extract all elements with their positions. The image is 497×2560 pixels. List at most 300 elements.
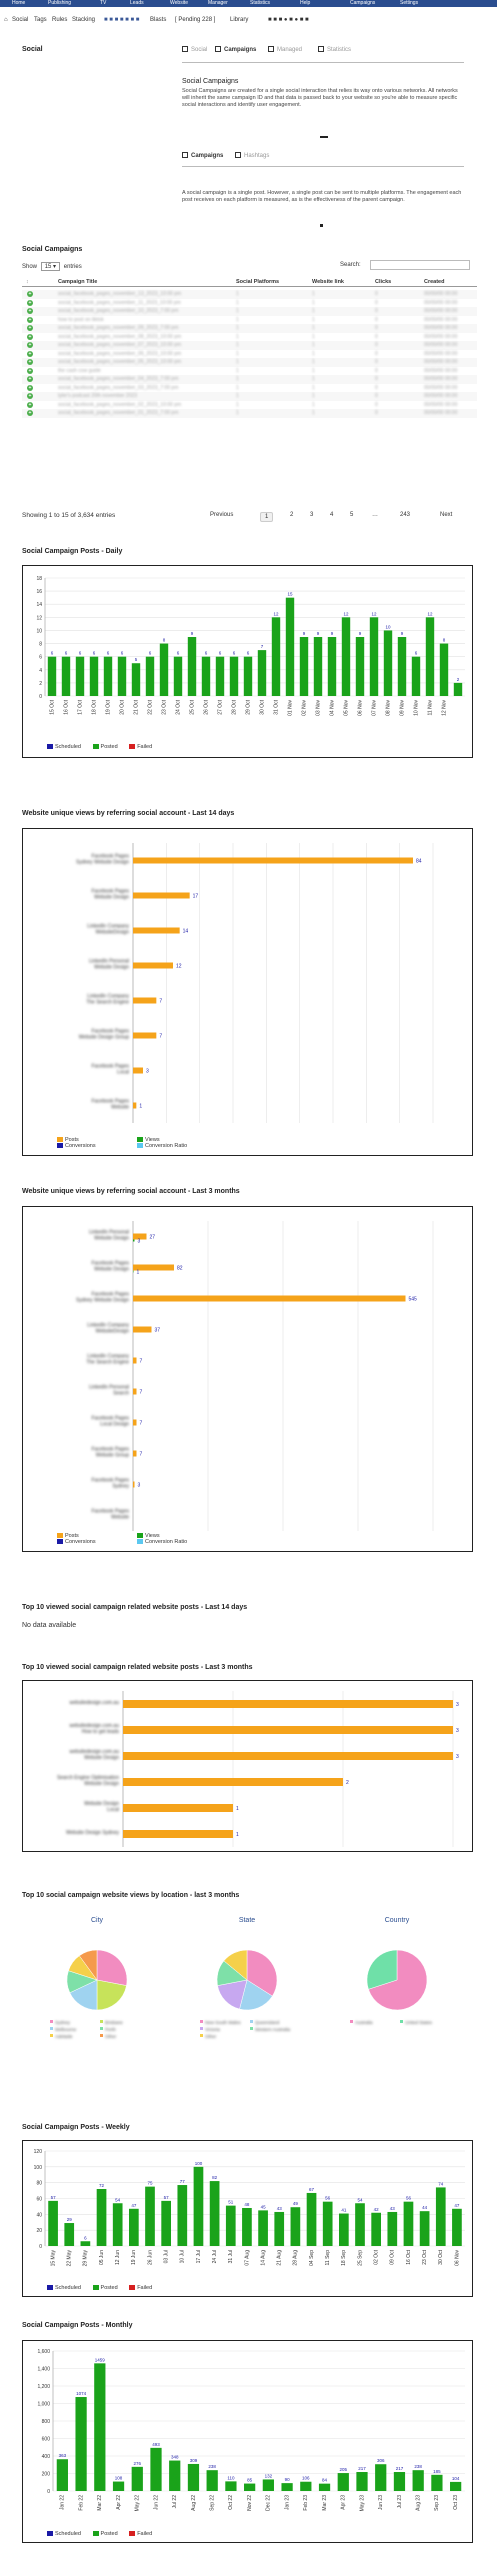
bar[interactable] — [291, 2207, 301, 2246]
legend-failed: Failed — [137, 2285, 153, 2291]
bar-value-label: 6 — [148, 650, 152, 656]
table-row[interactable] — [22, 384, 477, 393]
tab-campaigns[interactable]: Campaigns — [215, 46, 256, 53]
x-tick-label: 18 Sep — [341, 2250, 348, 2266]
x-tick-label: Jul 22 — [172, 2495, 179, 2509]
table-cell[interactable]: social_facebook_pages_november_11_2023_10:00 pm — [58, 299, 181, 306]
bar[interactable] — [113, 2203, 123, 2246]
bar[interactable] — [300, 637, 308, 696]
subtab-hashtags[interactable]: Hashtags — [235, 152, 269, 159]
legend-views: Views — [145, 1533, 160, 1539]
bar[interactable] — [188, 2464, 199, 2491]
nav-item-tv[interactable]: TV — [100, 0, 107, 6]
table-cell[interactable]: social_facebook_pages_november_10_2023_7:00 pm — [58, 308, 179, 314]
table-cell[interactable]: social_facebook_pages_november_06_2023_10:00 pm — [58, 350, 182, 357]
category-label: Search — [113, 1390, 129, 1397]
category-label: Website — [111, 1104, 129, 1111]
pie-legend-label: Sydney — [55, 2020, 71, 2025]
bar[interactable] — [188, 637, 196, 696]
table-cell: 1 — [236, 376, 239, 382]
nav-item-statistics[interactable]: Statistics — [250, 0, 271, 6]
breadcrumb[interactable]: Social — [12, 17, 29, 23]
pie-legend-swatch — [200, 2020, 203, 2023]
nav-item-publishing[interactable]: Publishing — [48, 0, 72, 6]
pager-page[interactable]: 1 — [260, 512, 273, 522]
bar[interactable] — [216, 657, 224, 696]
subtab-campaigns[interactable]: Campaigns — [182, 152, 223, 159]
x-tick-label: 01 Nov — [287, 700, 294, 716]
bar[interactable] — [370, 617, 378, 696]
table-cell[interactable]: tyler's podcast 20th november 2023 — [58, 393, 138, 399]
pager-page[interactable]: … — [372, 512, 378, 518]
bar[interactable] — [404, 2202, 414, 2246]
x-tick-label: 21 Aug — [276, 2250, 283, 2266]
bar[interactable] — [440, 644, 448, 696]
x-tick-label: 05 Nov — [343, 700, 350, 716]
expand-icon[interactable]: + — [28, 316, 32, 323]
bar[interactable] — [123, 1778, 343, 1786]
search-input[interactable] — [370, 260, 470, 270]
table-cell[interactable]: social_facebook_pages_november_07_2023_10:00 pm — [58, 342, 182, 348]
entries-select[interactable]: 15 ▾ — [41, 262, 60, 271]
bar-value-label: 43 — [276, 2205, 282, 2211]
nav-item-manager[interactable]: Manager — [208, 0, 228, 6]
table-cell[interactable]: the cash cow guide — [58, 367, 101, 374]
pager-page[interactable]: 243 — [400, 512, 411, 518]
bar[interactable] — [339, 2214, 349, 2246]
bar[interactable] — [133, 1068, 143, 1074]
table-row[interactable] — [22, 409, 477, 418]
x-tick-label: 21 Oct — [133, 700, 140, 715]
bar[interactable] — [356, 637, 364, 696]
table-cell[interactable]: social_facebook_pages_november_09_2023_7:00 pm — [58, 325, 179, 331]
bar-value-label: 238 — [414, 2464, 422, 2470]
table-cell: 1 — [312, 342, 315, 348]
category-label: Search Engine Optimisation — [57, 1775, 119, 1781]
bar[interactable] — [48, 657, 56, 696]
dot-mark — [320, 224, 323, 227]
top14-heading: Top 10 viewed social campaign related website posts - Last 14 days — [22, 1604, 248, 1611]
expand-icon[interactable]: + — [28, 299, 32, 306]
bar[interactable] — [307, 2193, 317, 2246]
sort-icon[interactable]: ↕ — [26, 279, 29, 285]
x-tick-label: 06 Nov — [357, 700, 364, 716]
pager-next[interactable]: Next — [440, 512, 453, 518]
table-row[interactable] — [22, 392, 477, 401]
bar-value-label: 363 — [58, 2453, 67, 2459]
x-tick-label: 16 Oct — [63, 700, 70, 715]
table-cell: 1 — [236, 410, 239, 416]
bar[interactable] — [133, 1420, 137, 1426]
bar[interactable] — [133, 1103, 136, 1109]
expand-icon[interactable]: + — [28, 367, 32, 374]
bar[interactable] — [387, 2212, 397, 2246]
bar[interactable] — [356, 2472, 367, 2491]
top3m-chart — [23, 1681, 472, 1851]
tab-managed[interactable]: Managed — [268, 46, 302, 53]
legend-conversion-ratio: Conversion Ratio — [145, 1143, 188, 1149]
bar[interactable] — [420, 2211, 430, 2246]
x-tick-label: 09 Nov — [399, 700, 406, 716]
x-tick-label: 29 Oct — [245, 700, 252, 715]
bar[interactable] — [413, 2470, 424, 2491]
monthly-heading: Social Campaign Posts - Monthly — [22, 2322, 133, 2329]
bar[interactable] — [133, 963, 173, 969]
bar[interactable] — [263, 2479, 274, 2491]
pager-page[interactable]: 2 — [290, 512, 294, 518]
table-cell[interactable]: social_facebook_pages_november_03_2023_7:00 pm — [58, 384, 179, 391]
category-label: Website Group — [95, 1452, 129, 1459]
bar[interactable] — [123, 1804, 233, 1812]
table-cell: 00/00/00 00:00 — [424, 401, 458, 408]
pie-chart-state — [172, 1910, 322, 2070]
expand-icon[interactable]: + — [28, 308, 32, 314]
bar[interactable] — [161, 2201, 171, 2246]
bar[interactable] — [274, 2212, 284, 2246]
x-tick-label: 22 May — [66, 2250, 73, 2267]
table-row[interactable] — [22, 299, 477, 308]
bar-value-label: 10 — [385, 624, 391, 630]
home-icon[interactable]: ⌂ — [4, 17, 8, 23]
pie-legend-swatch — [100, 2034, 103, 2037]
bar[interactable] — [123, 1830, 233, 1838]
bar[interactable] — [145, 2187, 155, 2246]
bar-value-label: 1 — [236, 1806, 239, 1812]
bar[interactable] — [133, 1240, 135, 1242]
bar[interactable] — [133, 1358, 137, 1364]
bar[interactable] — [242, 2208, 252, 2246]
bar-value-label: 41 — [341, 2207, 347, 2213]
bar-value-label: 12 — [343, 611, 349, 617]
category-label: Facebook Pages — [91, 888, 129, 895]
expand-icon[interactable]: + — [28, 376, 32, 382]
category-label: WebsiteDesign — [95, 929, 129, 936]
pending-badge[interactable]: [ Pending 228 ] — [175, 17, 216, 23]
table-cell[interactable]: how to post on tiktok — [58, 316, 104, 323]
tab-statistics[interactable]: Statistics — [318, 46, 351, 53]
legend-failed: Failed — [137, 744, 153, 750]
bar[interactable] — [286, 598, 294, 696]
table-row[interactable] — [22, 307, 477, 316]
bar[interactable] — [431, 2475, 442, 2491]
weekly-heading: Social Campaign Posts - Weekly — [22, 2124, 130, 2131]
table-cell: 1 — [236, 291, 239, 297]
bar[interactable] — [64, 2223, 74, 2246]
bar[interactable] — [133, 928, 180, 934]
category-label: The Search Engine — [86, 1359, 129, 1366]
bar[interactable] — [150, 2448, 161, 2491]
x-tick-label: 30 Oct — [438, 2250, 445, 2265]
bar-value-label: 7 — [159, 998, 163, 1005]
bar[interactable] — [133, 1482, 135, 1488]
category-label: Local Design — [100, 1421, 129, 1428]
bar[interactable] — [132, 2467, 143, 2491]
bar-value-label: 56 — [405, 2195, 411, 2201]
legend-conversion-ratio: Conversion Ratio — [145, 1539, 188, 1545]
bar[interactable] — [118, 657, 126, 696]
pager-page[interactable]: 4 — [330, 512, 334, 518]
expand-icon[interactable]: + — [28, 342, 32, 348]
top3m-chart-panel — [22, 1680, 473, 1852]
pie-chart-city — [22, 1910, 172, 2070]
bar-value-label: 54 — [357, 2197, 363, 2203]
bar[interactable] — [104, 657, 112, 696]
views3m-chart — [23, 1207, 472, 1533]
monthly-chart — [23, 2341, 472, 2529]
bar[interactable] — [226, 2206, 236, 2246]
search-label: Search: — [340, 262, 361, 268]
bar[interactable] — [97, 2189, 107, 2246]
bar[interactable] — [398, 637, 406, 696]
no-data-message: No data available — [22, 1622, 77, 1629]
bar[interactable] — [177, 2185, 187, 2246]
pager-page[interactable]: 5 — [350, 512, 354, 518]
x-tick-label: 07 Aug — [244, 2250, 251, 2266]
toolbar-item-blasts[interactable]: Blasts — [150, 17, 167, 23]
table-row[interactable] — [22, 316, 477, 325]
bar[interactable] — [132, 663, 140, 696]
expand-icon[interactable]: + — [28, 401, 32, 408]
bar[interactable] — [244, 2484, 255, 2491]
x-tick-label: May 23 — [359, 2495, 366, 2512]
category-label: WebsiteDesign — [95, 1328, 129, 1335]
bar[interactable] — [133, 998, 156, 1004]
bar[interactable] — [133, 1389, 137, 1395]
y-tick-label: 800 — [41, 2419, 50, 2425]
x-tick-label: 17 Jul — [195, 2250, 202, 2264]
category-label: Website Design — [84, 1781, 119, 1787]
category-label: Website Design — [94, 894, 129, 901]
bar[interactable] — [342, 617, 350, 696]
nav-item-leads[interactable]: Leads — [130, 0, 144, 6]
table-cell: 00/00/00 00:00 — [424, 291, 458, 297]
category-label: Local — [117, 1069, 129, 1076]
table-row[interactable] — [22, 324, 477, 333]
table-cell: 0 — [375, 401, 378, 408]
table-cell[interactable]: social_facebook_pages_november_05_2023_10:00 pm — [58, 359, 182, 365]
expand-icon[interactable]: + — [28, 350, 32, 357]
bar[interactable] — [75, 2397, 86, 2491]
legend-posts: Posts — [65, 1137, 79, 1143]
bar[interactable] — [123, 1700, 453, 1708]
nav-item-website[interactable]: Website — [170, 0, 188, 6]
tab-social[interactable]: Social — [182, 46, 207, 53]
table-row[interactable] — [22, 333, 477, 342]
category-label: LinkedIn Personal — [88, 958, 129, 965]
x-tick-label: 25 Oct — [189, 700, 196, 715]
table-row[interactable] — [22, 341, 477, 350]
bar[interactable] — [133, 1451, 137, 1457]
x-tick-label: 10 Nov — [413, 700, 420, 716]
nav-item-home[interactable]: Home — [12, 0, 26, 6]
bar-value-label: 1 — [136, 1269, 140, 1276]
col-campaign-title[interactable]: Campaign Title — [58, 279, 98, 285]
bar[interactable] — [90, 657, 98, 696]
bar[interactable] — [133, 858, 413, 864]
subtab-divider — [182, 166, 464, 167]
col-website-link[interactable]: Website link — [312, 279, 344, 285]
nav-item-campaigns[interactable]: Campaigns — [350, 0, 376, 6]
x-tick-label: Jul 23 — [396, 2495, 403, 2509]
bar[interactable] — [225, 2481, 236, 2491]
pager-previous[interactable]: Previous — [210, 512, 234, 518]
bar[interactable] — [384, 630, 392, 696]
bar-value-label: 3 — [137, 1238, 141, 1245]
table-row[interactable] — [22, 358, 477, 367]
expand-icon[interactable]: + — [28, 333, 32, 340]
x-tick-label: Aug 22 — [190, 2495, 197, 2511]
views3m-heading: Website unique views by referring social account - Last 3 months — [22, 1188, 240, 1195]
table-cell: 00/00/00 00:00 — [424, 359, 458, 365]
expand-icon[interactable]: + — [28, 291, 32, 297]
bar[interactable] — [338, 2473, 349, 2491]
bar[interactable] — [194, 2167, 204, 2246]
toolbar-item-library[interactable]: Library — [230, 17, 249, 23]
category-label: Sydney — [112, 1483, 129, 1490]
col-clicks[interactable]: Clicks — [375, 279, 392, 285]
social-icons: ■ ■ ■ ■ ■ ■ ■ — [104, 17, 140, 23]
table-row[interactable] — [22, 290, 477, 299]
table-row[interactable] — [22, 367, 477, 376]
table-cell[interactable]: social_facebook_pages_november_04_2023_7:00 pm — [58, 376, 179, 382]
bar[interactable] — [375, 2464, 386, 2491]
pie-legend-swatch — [200, 2027, 203, 2030]
tab-divider — [182, 62, 464, 63]
campaigns-table-heading: Social Campaigns — [22, 246, 83, 253]
bar[interactable] — [323, 2202, 333, 2246]
pager-page[interactable]: 3 — [310, 512, 314, 518]
bar[interactable] — [207, 2470, 218, 2491]
category-label: Facebook Pages — [91, 1098, 129, 1105]
bar-value-label: 9 — [316, 631, 320, 636]
bar[interactable] — [258, 650, 266, 696]
bar[interactable] — [319, 2484, 330, 2491]
table-cell: 1 — [312, 299, 315, 306]
bar[interactable] — [202, 657, 210, 696]
table-cell: 00/00/00 00:00 — [424, 333, 458, 340]
table-row[interactable] — [22, 401, 477, 410]
bar[interactable] — [76, 657, 84, 696]
x-tick-label: 14 Aug — [260, 2250, 267, 2266]
bar[interactable] — [412, 657, 420, 696]
bar[interactable] — [450, 2482, 461, 2491]
bar-value-label: 217 — [395, 2466, 404, 2472]
bar-value-label: 56 — [325, 2195, 331, 2201]
bar-value-label: 9 — [302, 631, 306, 636]
legend-scheduled: Scheduled — [55, 744, 81, 750]
bar[interactable] — [133, 1271, 134, 1273]
toolbar-item-rules[interactable]: Rules — [52, 17, 68, 23]
bar-value-label: 72 — [99, 2183, 105, 2188]
nav-item-settings[interactable]: Settings — [400, 0, 419, 6]
bar[interactable] — [454, 683, 462, 696]
expand-icon[interactable]: + — [28, 410, 32, 416]
bar[interactable] — [258, 2210, 268, 2246]
col-created[interactable]: Created — [424, 279, 445, 285]
bar[interactable] — [272, 617, 280, 696]
bar[interactable] — [371, 2213, 381, 2246]
table-cell[interactable]: social_facebook_pages_november_01_2023_7:00 pm — [58, 410, 179, 416]
toolbar-item-tags[interactable]: Tags — [34, 17, 47, 23]
category-label: Website Design — [84, 1801, 119, 1807]
bar[interactable] — [123, 1752, 453, 1760]
bar[interactable] — [129, 2209, 139, 2246]
expand-icon[interactable]: + — [28, 384, 32, 391]
bar[interactable] — [123, 1726, 453, 1734]
table-row[interactable] — [22, 375, 477, 384]
bar[interactable] — [48, 2201, 58, 2246]
x-tick-label: Feb 22 — [78, 2495, 85, 2511]
bar[interactable] — [146, 657, 154, 696]
bar[interactable] — [452, 2209, 462, 2246]
pie-slice[interactable] — [97, 1950, 127, 1986]
table-header — [22, 278, 477, 287]
table-cell[interactable]: social_facebook_pages_november_08_2023_10:00 pm — [58, 333, 182, 340]
bar[interactable] — [94, 2363, 105, 2491]
col-social-platforms[interactable]: Social Platforms — [236, 279, 280, 285]
x-tick-label: 05 Jun — [98, 2250, 105, 2266]
bar[interactable] — [133, 893, 190, 899]
bar[interactable] — [210, 2181, 220, 2246]
bar[interactable] — [81, 2241, 91, 2246]
bar[interactable] — [133, 1033, 156, 1039]
bar[interactable] — [133, 1296, 406, 1302]
category-label: Facebook Pages — [91, 1063, 129, 1070]
bar[interactable] — [328, 637, 336, 696]
bar[interactable] — [174, 657, 182, 696]
toolbar-item-stacking[interactable]: Stacking — [72, 17, 96, 23]
bar[interactable] — [426, 617, 434, 696]
bar-value-label: 6 — [218, 650, 222, 656]
bar[interactable] — [169, 2461, 180, 2491]
bar-value-label: 6 — [106, 650, 110, 656]
bar[interactable] — [436, 2187, 446, 2246]
table-cell[interactable]: social_facebook_pages_november_02_2023_10:00 pm — [58, 401, 182, 408]
x-tick-label: 02 Nov — [301, 700, 308, 716]
y-tick-label: 4 — [39, 667, 42, 674]
table-cell[interactable]: social_facebook_pages_november_13_2023_10:00 pm — [58, 291, 182, 297]
bar[interactable] — [314, 637, 322, 696]
bar[interactable] — [62, 657, 70, 696]
category-label: Local — [107, 1807, 119, 1813]
bar-value-label: 12 — [176, 963, 182, 970]
table-cell: 00/00/00 00:00 — [424, 376, 458, 382]
x-tick-label: 23 Oct — [421, 2250, 428, 2265]
bar[interactable] — [300, 2482, 311, 2491]
bar[interactable] — [394, 2472, 405, 2491]
toolbar-tool-icons: ■ ■ ■ ● ■ ● ■ ■ — [268, 17, 309, 23]
bar[interactable] — [57, 2459, 68, 2491]
table-row[interactable] — [22, 350, 477, 359]
expand-icon[interactable]: + — [28, 393, 32, 399]
bar[interactable] — [133, 1327, 152, 1333]
x-tick-label: 15 May — [50, 2250, 57, 2267]
expand-icon[interactable]: + — [28, 359, 32, 365]
y-tick-label: 0 — [39, 2244, 42, 2250]
x-tick-label: 03 Nov — [315, 700, 322, 716]
bar-value-label: 57 — [50, 2194, 56, 2200]
x-tick-label: 26 Oct — [203, 700, 210, 715]
nav-item-help[interactable]: Help — [300, 0, 311, 6]
bar[interactable] — [281, 2483, 292, 2491]
table-cell: 1 — [236, 384, 239, 391]
bar[interactable] — [230, 657, 238, 696]
bar[interactable] — [113, 2482, 124, 2491]
bar[interactable] — [355, 2203, 365, 2246]
bar[interactable] — [160, 644, 168, 696]
bar[interactable] — [244, 657, 252, 696]
expand-icon[interactable]: + — [28, 325, 32, 331]
